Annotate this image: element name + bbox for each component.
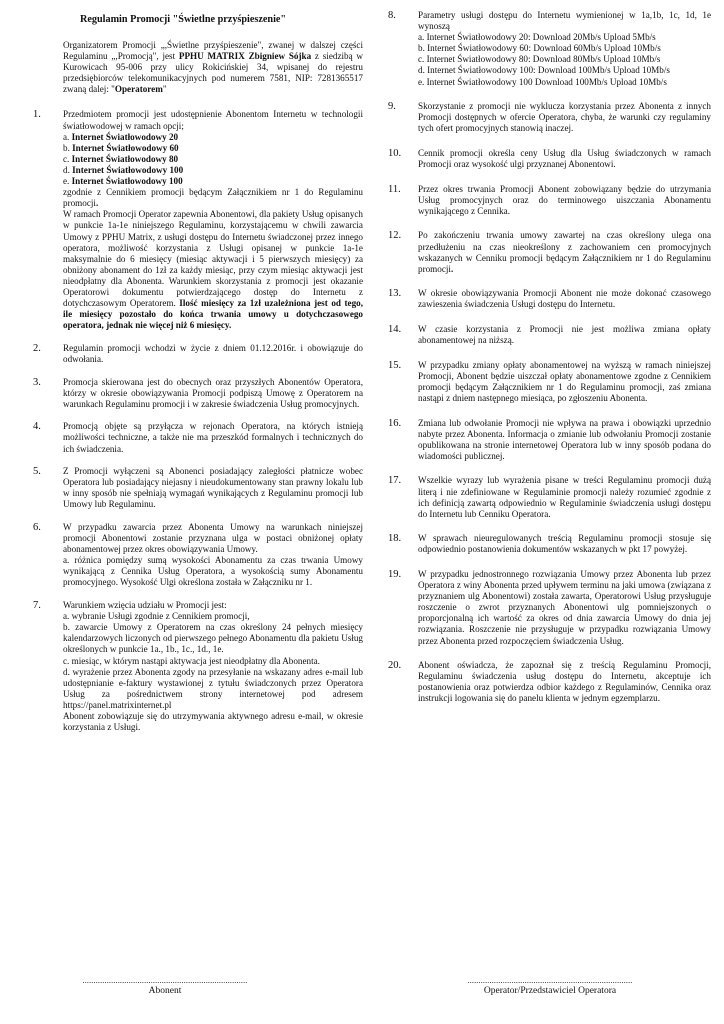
section-text: Regulamin promocji wchodzi w życie z dniem 01.12.2016r. i obowiązuje do odwołania. <box>63 342 363 364</box>
section-number: 18. <box>388 533 402 545</box>
section-number: 7. <box>33 600 41 612</box>
section-text: Promocją objęte są przyłącza w rejonach Operatora, na których istnieją możliwości techniczne, a także nie ma przeszkód formalnych i technicznych do ich świadczenia. <box>63 421 363 454</box>
section-7-point-c: c. miesiąc, w którym nastąpi aktywacja jest nieodpłatny dla Abonenta. <box>63 655 320 666</box>
signature-label: Operator/Przedstawiciel Operatora <box>483 986 617 996</box>
section-number: 13. <box>388 288 402 300</box>
section-16 <box>388 418 711 462</box>
section-number: 8. <box>388 10 396 21</box>
section-text: W okresie obowiązywania Promocji Abonent nie może dokonać czasowego zawieszenia świadczenia Usługi dostępu do Internetu. <box>418 288 711 310</box>
section-number: 2. <box>33 342 41 354</box>
section-number: 16. <box>388 417 402 429</box>
document-title: Regulamin Promocji "Świetlne przyśpieszenie" <box>80 14 287 25</box>
section-number: 9. <box>388 101 396 113</box>
section-7 <box>33 600 363 733</box>
section-number: 17. <box>388 475 402 487</box>
section-3 <box>33 377 363 410</box>
left-column <box>33 10 363 745</box>
section-1-details: W ramach Promocji Operator zapewnia Abonentowi, dla pakiety Usług opisanych w punkcie 1a-1e niniejszego Regulaminu, korzystającemu w chwili zawarcia Umowy z PPHU Matrix, z usługi dostępu do Internetu świadczonej przez innego operatora, możliwość korzystania z Usługi opisanej w punkcie 1a-1e maksymalnie do 6 miesięcy (miesiąc aktywacji i 5 pierwszych miesięcy) za obniżony abonament do 1zł za każdy miesiąc, przy czym miesiąc aktywacji jest nieodpłatny dla Abonenta. Warunkiem skorzystania z promocji jest okazanie Operatorowi dokumentu potwierdzającego dostęp do Internetu z dotychczasowym Operatorem. Ilość miesięcy za 1zł uzależniona jest od tego, ile miesięcy pozostało do końca trwania umowy u dotychczasowego operatora, jednak nie więcej niż 6 miesięcy. <box>63 209 363 331</box>
section-text: Z Promocji wyłączeni są Abonenci posiadający zaległości płatnicze wobec Operatora lub posiadający niejasny i nieudokumentowany stan prawny lokalu lub w inny sposób nie spełniają wymagań wynikających z Regulaminu promocji lub Umowy lub Regulaminu. <box>63 466 363 510</box>
option-d: d. Internet Światłowodowy 100 <box>63 164 184 175</box>
section-text: Abonent oświadcza, że zapoznał się z treścią Regulaminu Promocji, Regulaminu świadczenia usług dostępu do Internetu, akceptuje ich postanowienia oraz potwierdza odbior każdego z Regulaminów, Cennika oraz instrukcji logowania się do panelu klienta w jednym egzemplarzu. <box>418 660 711 704</box>
right-column <box>388 10 711 718</box>
section-20 <box>388 660 711 704</box>
section-7-point-b: b. zawarcie Umowy z Operatorem na czas określony 24 pełnych miesięcy kalendarzowych liczonych od pierwszego pełnego Abonamentu dla pakietu Usług określonych w punkcie 1a., 1b., 1c., 1d., 1e. <box>63 622 363 655</box>
section-number: 5. <box>33 466 41 478</box>
section-2 <box>33 343 363 365</box>
section-text: W sprawach nieuregulowanych treścią Regulaminu promocji stosuje się odpowiednio postanowienia dokumentów wskazanych w pkt 17 powyżej. <box>418 533 711 555</box>
intro-text-3: " <box>162 84 167 95</box>
section-13 <box>388 288 711 310</box>
section-15 <box>388 360 711 404</box>
section-number: 14. <box>388 323 402 335</box>
section-1-intro: Przedmiotem promocji jest udostępnienie Abonentom Internetu w technologii światłowodowej w ramach opcji; <box>63 109 363 131</box>
section-7-intro: Warunkiem wzięcia udziału w Promocji jest: <box>63 600 227 611</box>
option-c: c. Internet Światłowodowy 80 <box>63 153 179 164</box>
section-7-point-a: a. wybranie Usługi zgodnie z Cennikiem promocji, <box>63 611 250 622</box>
section-number: 12. <box>388 230 402 242</box>
section-number: 1. <box>33 109 41 121</box>
section-14 <box>388 324 711 346</box>
section-number: 11. <box>388 183 401 195</box>
option-b: b. Internet Światłowodowy 60 <box>63 142 179 153</box>
parameter-d: d. Internet Światłowodowy 100: Download 100Mb/s Upload 10Mb/s <box>418 65 670 76</box>
organizer-name: PPHU MATRIX Zbigniew Sójka <box>178 51 312 62</box>
section-7-email-obligation: Abonent zobowiązuje się do utrzymywania aktywnego adresu e-mail, w okresie korzystania z Usługi. <box>63 710 363 733</box>
signature-operator <box>455 976 645 997</box>
section-text: Przez okres trwania Promocji Abonent zobowiązany będzie do utrzymania Usług promocyjnych oraz do terminowego uiszczania Abonamentu wynikającego z Cennika. <box>418 183 711 216</box>
section-text: Promocja skierowana jest do obecnych oraz przyszłych Abonentów Operatora, którzy w okresie obowiązywania Promocji podpiszą Umowę z Operatorem na warunkach Regulaminu promocji i w zakresie świadczenia Usług promocyjnych. <box>63 376 363 409</box>
section-8-intro: Parametry usługi dostępu do Internetu wymienionej w 1a,1b, 1c, 1d, 1e wynoszą <box>418 10 711 32</box>
section-text: Skorzystanie z promocji nie wyklucza korzystania przez Abonenta z innych Promocji dostępnych w ofercie Operatora, chyba, że warunki czy regulaminy tych ofert promocyjnych stanowią inaczej. <box>418 101 711 134</box>
operator-term: Operatorem <box>114 84 163 95</box>
section-4 <box>33 421 363 454</box>
section-11 <box>388 184 711 217</box>
intro-paragraph <box>63 40 363 95</box>
section-10 <box>388 148 711 170</box>
section-12 <box>388 230 711 274</box>
section-text: Wszelkie wyrazy lub wyrażenia pisane w treści Regulaminu promocji dużą literą i nie zdefiniowane w Regulaminie promocji należy rozumieć zgodnie z ich definicją zawartą odpowiednio w Regulaminie świadczenia usługi dostępu do Internetu lub Cenniku Operatora. <box>418 475 711 519</box>
section-5 <box>33 466 363 510</box>
signature-label: Abonent <box>148 986 182 996</box>
section-1 <box>33 109 363 331</box>
section-number: 15. <box>388 359 402 371</box>
section-6-main: W przypadku zawarcia przez Abonenta Umowy na warunkach niniejszej promocji Abonentowi zostanie przyznana ulga w postaci obniżonej opłaty abonamentowej przez okres obowiązywania Umowy. <box>63 521 363 555</box>
section-19 <box>388 569 711 647</box>
section-number: 20. <box>388 660 402 672</box>
section-text: W przypadku jednostronnego rozwiązania Umowy przez Abonenta lub przez Operatora z winy Abonenta przed upływem terminu na jaki umowa (związana z przyznaniem ulg Abonentowi) została zawarta, Operatorowi Usług przysługuje roszczenie o zwrot przyznanych Abonentowi ulg pomniejszonych o proporcjonalną ich wartość za okres od dnia zawarcia Umowy do dnia jej rozwiązania. Roszczenie nie przysługuje w przypadku rozwiązania Umowy przez Abonenta przed rozpoczęciem świadczenia Usług. <box>418 568 711 646</box>
section-number: 19. <box>388 568 402 580</box>
section-text: Po zakończeniu trwania umowy zawartej na czas określony ulega ona przedłużeniu na czas nieokreślony z zachowaniem cen promocyjnych wskazanych w Cenniku promocji będącym Załącznikiem nr 1 do Regulaminu promocji. <box>418 230 711 274</box>
parameter-b: b. Internet Światłowodowy 60: Download 60Mb/s Upload 10Mb/s <box>418 43 661 54</box>
section-1-pricelist-note: zgodnie z Cennikiem promocji będącym Załącznikiem nr 1 do Regulaminu promocji. <box>63 187 363 209</box>
section-text: Zmiana lub odwołanie Promocji nie wpływa na prawa i obowiązki uprzednio nabyte przez Abonenta. Informacja o zmianie lub odwołaniu Promocji zostanie opublikowana na stronie internetowej Operatora lub w inny sposób podana do wiadomości publicznej. <box>418 417 711 461</box>
signature-line: ........................................................................... <box>467 976 633 985</box>
signature-abonent <box>70 976 260 997</box>
section-text: W czasie korzystania z Promocji nie jest możliwa zmiana opłaty abonamentowej na niższą. <box>418 323 711 346</box>
section-6-point-a: a. różnica pomiędzy sumą wysokości Abonamentu za czas trwania Umowy wynikającą z Cennika Usług Operatora, a wysokością sumy Abonamentu promocyjnego. Wysokość Ulgi określona została w Załączniku nr 1. <box>63 555 363 588</box>
section-7-point-d: d. wyrażenie przez Abonenta zgody na przesyłanie na wskazany adres e-mail lub udostępnianie e-faktury wystawionej z tytułu świadczonych przez Operatora Usług za pośrednictwem strony internetowej pod adresem https://panel.matrixinternet.pl <box>63 666 363 710</box>
section-number: 6. <box>33 521 41 533</box>
option-a: a. Internet Światłowodowy 20 <box>63 131 179 142</box>
parameter-a: a. Internet Światłowodowy 20: Download 20Mb/s Upload 5Mb/s <box>418 32 656 43</box>
section-9 <box>388 101 711 134</box>
intro-text-1: Organizatorem Promocji „,Świetlne przyśpieszenie", zwanej w dalszej części Regulaminu „,Promocją", jest <box>63 40 363 62</box>
section-text: Cennik promocji określa ceny Usług dla Usług świadczonych w ramach Promocji oraz wysokość ulgi przyznanej Abonentowi. <box>418 147 711 170</box>
section-8 <box>388 10 711 88</box>
parameter-c: c. Internet Światłowodowy 80: Download 80Mb/s Upload 10Mb/s <box>418 54 661 65</box>
section-number: 10. <box>388 147 402 159</box>
section-number: 3. <box>33 376 41 388</box>
section-6 <box>33 522 363 589</box>
section-18 <box>388 533 711 555</box>
option-e: e. Internet Światłowodowy 100 <box>63 176 183 187</box>
parameter-e: e. Internet Światłowodowy 100 Download 100Mb/s Upload 10Mb/s <box>418 76 667 87</box>
intro-text-2: z siedzibą w Kurowicach 95-006 przy ulicy Rokicińskiej 34, wpisanej do rejestru przedsiębiorców telekomunikacyjnych pod numerem 7581, NIP: 7281365517 zwaną dalej: " <box>63 51 363 95</box>
signature-line: ........................................................................... <box>82 976 248 985</box>
section-number: 4. <box>33 421 41 433</box>
section-text: W przypadku zmiany opłaty abonamentowej na wyższą w ramach niniejszej Promocji, Abonent będzie uiszczał opłaty abonamentowe zgodne z Cennikiem promocji będącym Załącznikiem nr 1 do Regulaminu promocji, zaś zmiana nastąpi z dniem następnego miesiąca, po zgłoszeniu Abonenta. <box>418 359 711 403</box>
section-17 <box>388 475 711 519</box>
